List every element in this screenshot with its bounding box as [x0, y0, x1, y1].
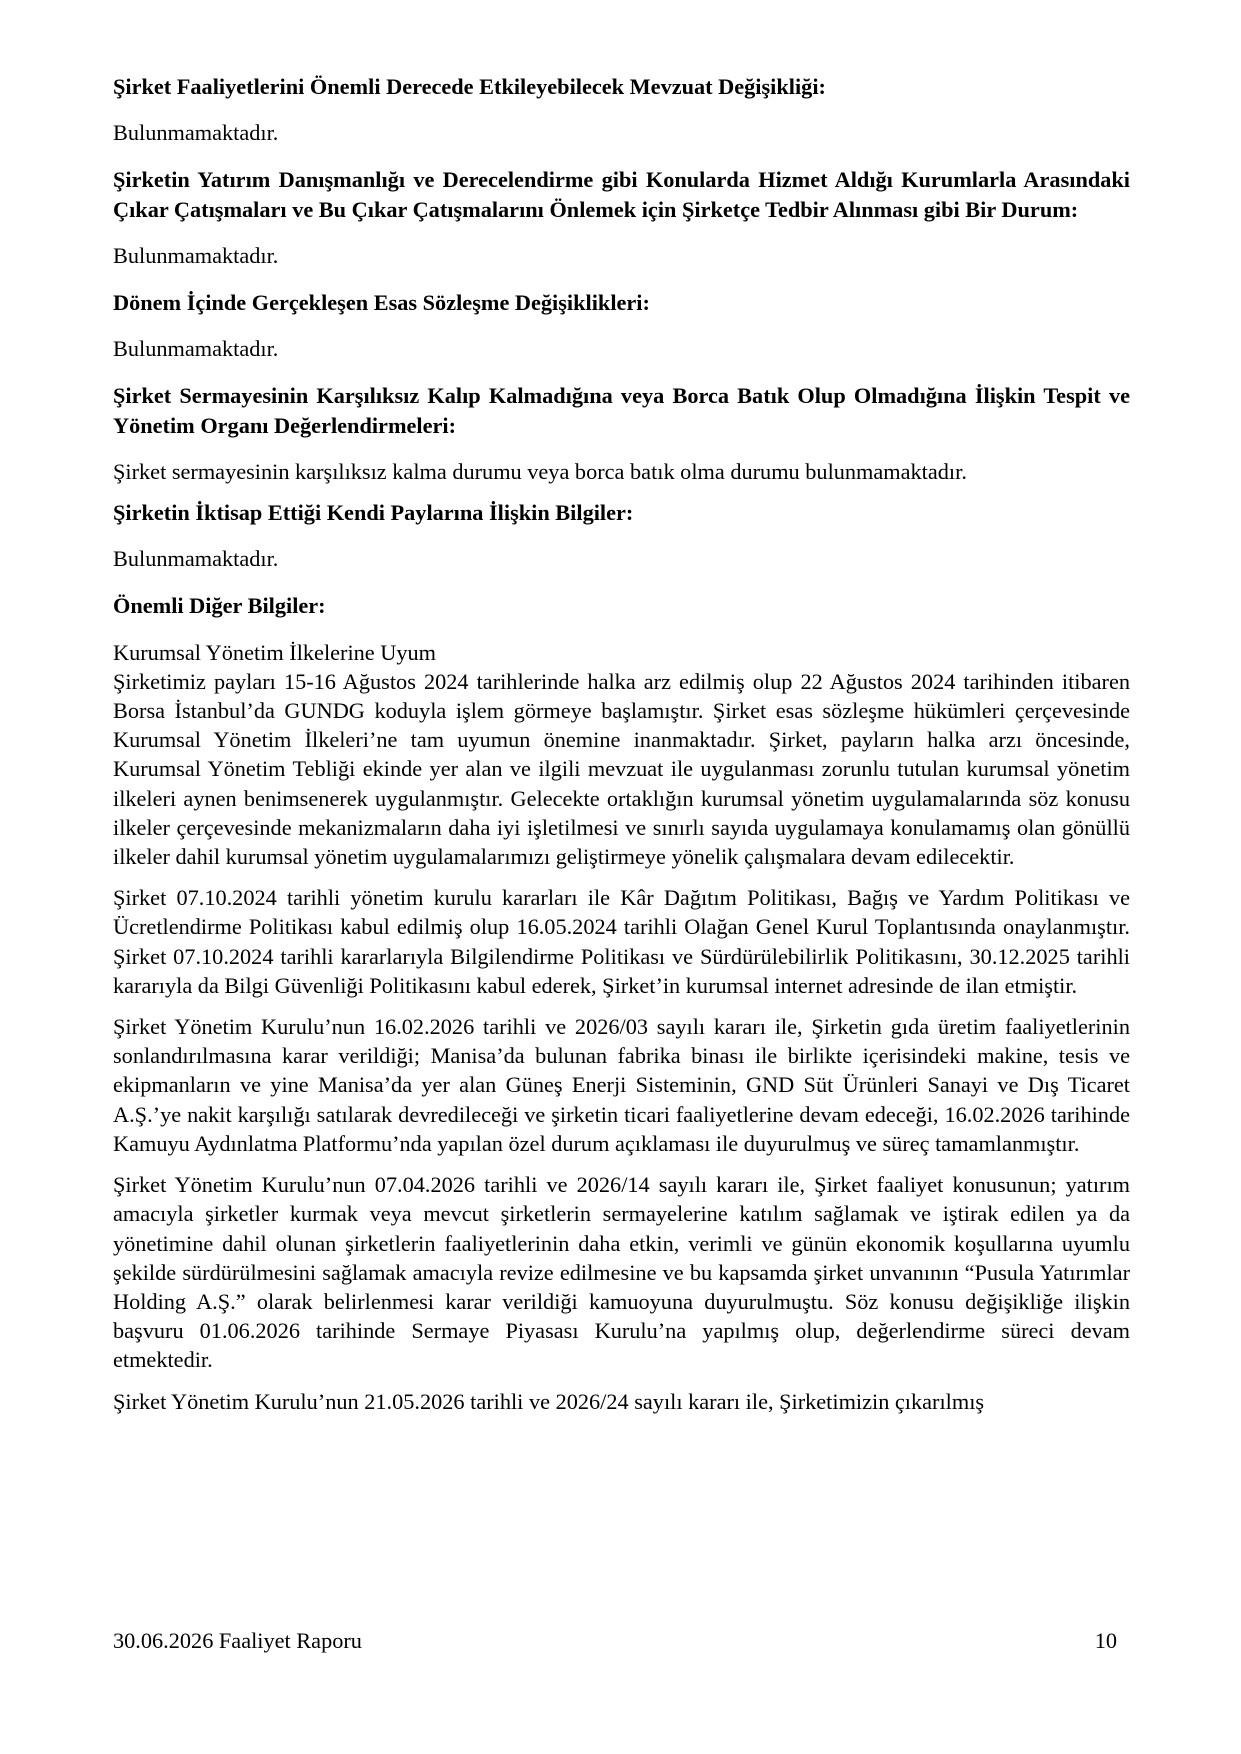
footer-title: 30.06.2026 Faaliyet Raporu	[113, 1628, 362, 1653]
section-heading: Şirket Sermayesinin Karşılıksız Kalıp Kalmadığına veya Borca Batık Olup Olmadığına İlişkin Tespit ve Yönetim Organı Değerlendirmeleri:	[113, 383, 1130, 438]
paragraph: Şirket Yönetim Kurulu’nun 16.02.2026 tarihli ve 2026/03 sayılı kararı ile, Şirketin gıda üretim faaliyetlerinin sonlandırılmasına karar verildiği; Manisa’da bulunan fabrika binası ile birlikte içerisindeki makine, tesis ve ekipmanların ve yine Manisa’da yer alan Güneş Enerji Sisteminin, GND Süt Ürünleri Sanayi ve Dış Ticaret A.Ş.’ye nakit karşılığı satılarak devredileceği ve şirketin ticari faaliyetlerine devam edeceği, 16.02.2026 tarihinde Kamuyu Aydınlatma Platformu’nda yapılan özel durum açıklaması ile duyurulmuş ve süreç tamamlanmıştır.	[113, 1014, 1130, 1156]
section-body: Bulunmamaktadır.	[113, 336, 279, 362]
paragraph: Şirket Yönetim Kurulu’nun 21.05.2026 tarihli ve 2026/24 sayılı kararı ile, Şirketimizin çıkarılmış	[113, 1388, 985, 1414]
paragraph: Şirketimiz payları 15-16 Ağustos 2024 tarihlerinde halka arz edilmiş olup 22 Ağustos 2024 tarihinden itibaren Borsa İstanbul’da GUNDG koduyla işlem görmeye başlamıştır. Şirket esas sözleşme hükümleri çerçevesinde Kurumsal Yönetim İlkeleri’ne tam uyumun önemine inanmaktadır. Şirket, payların halka arzı öncesinde, Kurumsal Yönetim Tebliği ekinde yer alan ve ilgili mevzuat ile uygulanması zorunlu tutulan kurumsal yönetim ilkeleri aynen benimsenerek uygulanmıştır. Gelecekte ortaklığın kurumsal yönetim uygulamalarında söz konusu ilkeler çerçevesinde mekanizmaların daha iyi işletilmesi ve sınırlı sayıda uygulamaya konulamamış olan gönüllü ilkeler dahil kurumsal yönetim uygulamalarımızı geliştirmeye yönelik çalışmalara devam edilecektir.	[113, 668, 1130, 870]
section-heading: Şirketin Yatırım Danışmanlığı ve Derecelendirme gibi Konularda Hizmet Aldığı Kurumlarla Arasındaki Çıkar Çatışmaları ve Bu Çıkar Çatışmalarını Önlemek için Şirketçe Tedbir Alınması gibi Bir Durum:	[113, 167, 1130, 222]
subsection-title: Kurumsal Yönetim İlkelerine Uyum	[113, 639, 437, 665]
section-heading: Şirket Faaliyetlerini Önemli Derecede Etkileyebilecek Mevzuat Değişikliği:	[113, 74, 826, 99]
page-number: 10	[1094, 1628, 1117, 1653]
section-heading: Önemli Diğer Bilgiler:	[113, 593, 326, 619]
section-body: Şirket sermayesinin karşılıksız kalma durumu veya borca batık olma durumu bulunmamaktadır.	[113, 458, 967, 484]
section-body: Bulunmamaktadır.	[113, 242, 279, 268]
section-heading: Şirketin İktisap Ettiği Kendi Paylarına İlişkin Bilgiler:	[113, 500, 634, 526]
paragraph: Şirket 07.10.2024 tarihli yönetim kurulu kararları ile Kâr Dağıtım Politikası, Bağış ve Yardım Politikası ve Ücretlendirme Politikası kabul edilmiş olup 16.05.2024 tarihli Olağan Genel Kurul Toplantısında onaylanmıştır. Şirket 07.10.2024 tarihli kararlarıyla Bilgilendirme Politikası ve Sürdürülebilirlik Politikasını, 30.12.2025 tarihli kararıyla da Bilgi Güvenliği Politikasını kabul ederek, Şirket’in kurumsal internet adresinde de ilan etmiştir.	[113, 885, 1130, 998]
section-body: Bulunmamaktadır.	[113, 546, 279, 572]
paragraph: Şirket Yönetim Kurulu’nun 07.04.2026 tarihli ve 2026/14 sayılı kararı ile, Şirket faaliyet konusunun; yatırım amacıyla şirketler kurmak veya mevcut şirketlerin sermayelerine katılım sağlamak ve iştirak edilen ya da yönetimine dahil olunan şirketlerin faaliyetlerinin daha etkin, verimli ve günün ekonomik koşullarına uyumlu şekilde sürdürülmesini sağlamak amacıyla revize edilmesine ve bu kapsamda şirket unvanının “Pusula Yatırımlar Holding A.Ş.” olarak belirlenmesi karar verildiği kamuoyuna duyurulmuştu. Söz konusu değişikliğe ilişkin başvuru 01.06.2026 tarihinde Sermaye Piyasası Kurulu’na yapılmış olup, değerlendirme süreci devam etmektedir.	[113, 1172, 1130, 1373]
section-heading: Dönem İçinde Gerçekleşen Esas Sözleşme Değişiklikleri:	[113, 290, 650, 316]
section-body: Bulunmamaktadır.	[113, 120, 279, 146]
document-page	[113, 72, 1130, 1416]
